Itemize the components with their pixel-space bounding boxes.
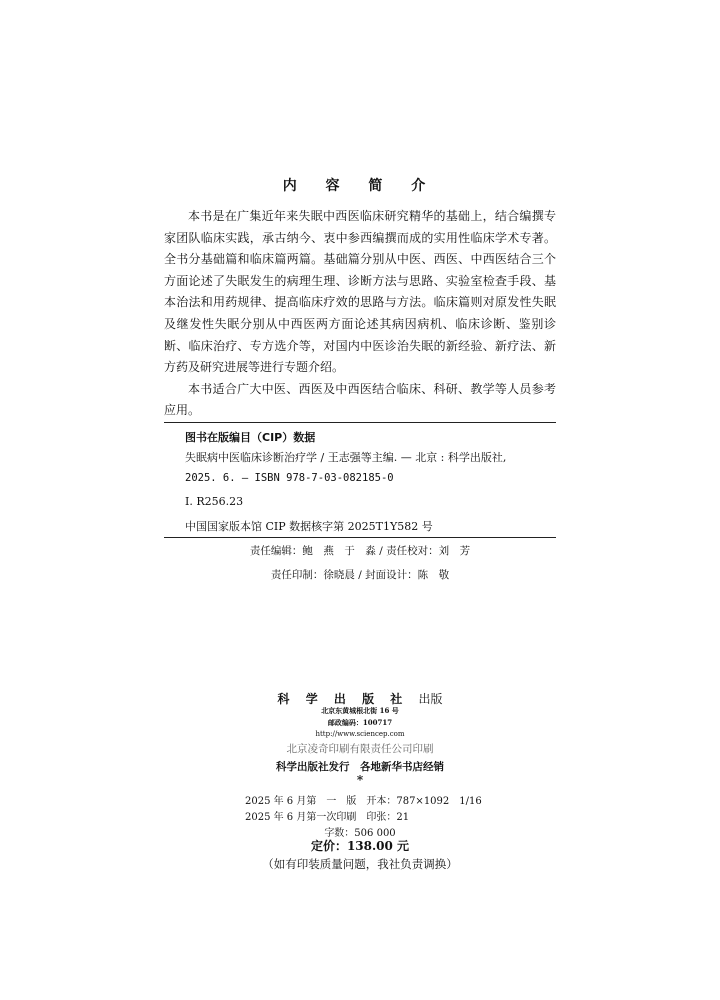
summary-paragraph: 本书是在广集近年来失眠中西医临床研究精华的基础上，结合编撰专家团队临床实践，承古纳今、衷中参西编撰而成的实用性临床学术专著。全书分基础篇和临床篇两篇。基础篇分别从中医、西医、中西医结合三个方面论述了失眠发生的病理生理、诊断方法与思路、实验室检查手段、基本治法和用药规律、提高临床疗效的思路与方法。临床篇则对原发性失眠及继发性失眠分别从中西医两方面论述其病因病机、临床诊断、鉴别诊断、临床治疗、专方选介等，对国内中医诊治失眠的新经验、新疗法、新方药及研究进展等进行专题介绍。 — [164, 209, 556, 375]
publisher-url: http://www.sciencep.com — [315, 730, 405, 738]
quality-note: （如有印装质量问题，我社负责调换） — [262, 857, 458, 871]
summary-body — [164, 206, 556, 422]
publisher-name-suffix: 出版 — [418, 692, 443, 706]
editors-line-2: 责任印制：徐晓晨 / 封面设计：陈 敬 — [270, 569, 450, 581]
printing-line: 2025 年 6 月第一次印刷 印张：21 — [245, 812, 410, 823]
distribution-line: 科学出版社发行 各地新华书店经销 — [276, 761, 444, 773]
publisher-name-text: 科 学 出 版 社 — [277, 692, 409, 706]
wordcount-line: 字数：506 000 — [324, 828, 396, 839]
cip-bottom-rule — [164, 537, 556, 538]
cip-title: 图书在版编目（CIP）数据 — [185, 431, 316, 444]
summary-paragraph: 本书适合广大中医、西医及中西医结合临床、科研、教学等人员参考应用。 — [164, 381, 556, 418]
publisher-name — [0, 690, 720, 707]
publisher-postcode: 邮政编码：100717 — [327, 718, 393, 727]
publisher-address: 北京东黄城根北街 16 号 — [321, 706, 399, 715]
cip-record-number: 中国国家版本馆 CIP 数据核字第 2025T1Y582 号 — [185, 520, 433, 533]
cip-classification: Ⅰ. R256.23 — [185, 495, 244, 508]
summary-title: 内 容 简 介 — [282, 178, 438, 194]
separator-star: * — [356, 773, 364, 787]
printer-line: 北京凌奇印刷有限责任公司印刷 — [286, 743, 434, 755]
cip-line-2: 2025. 6. — ISBN 978-7-03-082185-0 — [185, 472, 394, 484]
editors-line-1: 责任编辑：鲍 燕 于 淼 / 责任校对：刘 芳 — [249, 545, 471, 557]
cip-top-rule — [164, 422, 556, 423]
price-line: 定价：138.00 元 — [310, 839, 410, 853]
cip-line-1: 失眠病中医临床诊断治疗学 / 王志强等主编. — 北京 : 科学出版社, — [185, 451, 507, 464]
edition-line: 2025 年 6 月第 一 版 开本：787×1092 1/16 — [245, 796, 482, 807]
